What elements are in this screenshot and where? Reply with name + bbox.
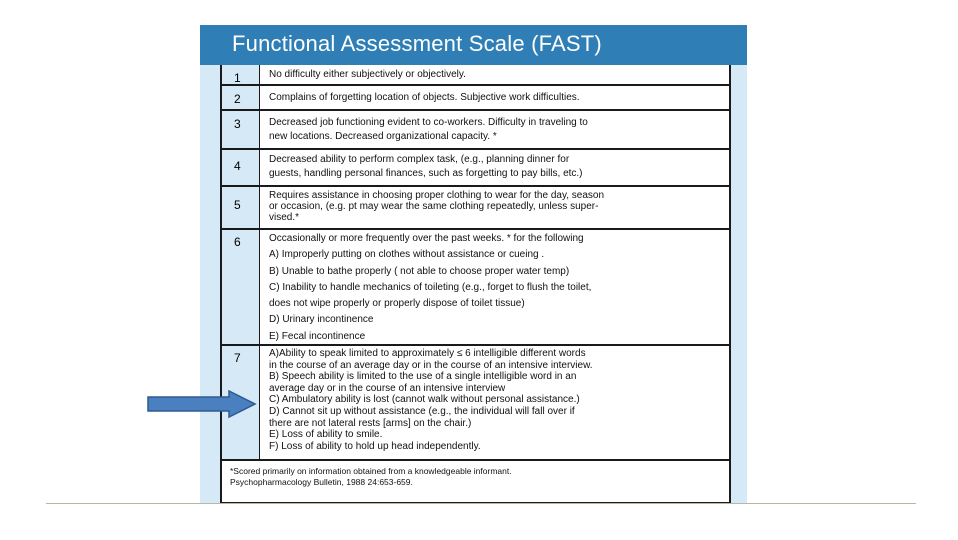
fast-stage-table (220, 65, 731, 504)
stage-description: Decreased ability to perform complex task, (e.g., planning dinner for guests, handling personal finances, such as forgetting to pay bills, etc.) (260, 150, 729, 185)
document-title: Functional Assessment Scale (FAST) (232, 31, 602, 56)
stage-description: Decreased job functioning evident to co-workers. Difficulty in traveling to new locations. Decreased organizational capacity. * (260, 111, 729, 148)
stage-description: Complains of forgetting location of objects. Subjective work difficulties. (260, 86, 729, 109)
stage-description: No difficulty either subjectively or objectively. (260, 65, 729, 84)
divider-line (46, 503, 916, 504)
stage-row-3 (222, 111, 729, 150)
fast-document (200, 25, 747, 504)
stage-number: 3 (222, 111, 260, 148)
stage-row-5 (222, 187, 729, 230)
stage-row-4 (222, 150, 729, 187)
stage-description: Occasionally or more frequently over the past weeks. * for the following A) Improperly putting on clothes without assistance or cueing . B) Unable to bathe properly ( not able to choose proper water temp) C) Inability to handle mechanics of toileting (e.g., forget to flush the toilet, does not wipe properly or properly dispose of toilet tissue) D) Urinary incontinence E) Fecal incontinence (260, 230, 729, 344)
stage-number: 2 (222, 86, 260, 109)
footnote: *Scored primarily on information obtained from a knowledgeable informant. Psychopharmacology Bulletin, 1988 24:653-659. (222, 461, 729, 502)
right-arrow-icon (147, 390, 259, 420)
stage-row-2 (222, 86, 729, 111)
stage-number: 7 (222, 346, 260, 459)
stage-row-6 (222, 230, 729, 346)
stage-description: Requires assistance in choosing proper clothing to wear for the day, season or occasion, (e.g. pt may wear the same clothing repeatedly, unless super- vised.* (260, 187, 729, 228)
stage-number: 4 (222, 150, 260, 185)
stage-number: 6 (222, 230, 260, 344)
stage-number: 1 (222, 65, 260, 84)
stage-row-1 (222, 65, 729, 86)
stage-row-7 (222, 346, 729, 461)
title-bar (200, 25, 747, 65)
stage-description: A)Ability to speak limited to approximately ≤ 6 intelligible different words in the course of an average day or in the course of an intensive interview. B) Speech ability is limited to the use of a single intelligible word in an average day or in the course of an intensive interview C) Ambulatory ability is lost (cannot walk without personal assistance.) D) Cannot sit up without assistance (e.g., the individual will fall over if there are not lateral rests [arms] on the chair.) E) Loss of ability to smile. F) Loss of ability to hold up head independently. (260, 346, 729, 459)
stage-number: 5 (222, 187, 260, 228)
